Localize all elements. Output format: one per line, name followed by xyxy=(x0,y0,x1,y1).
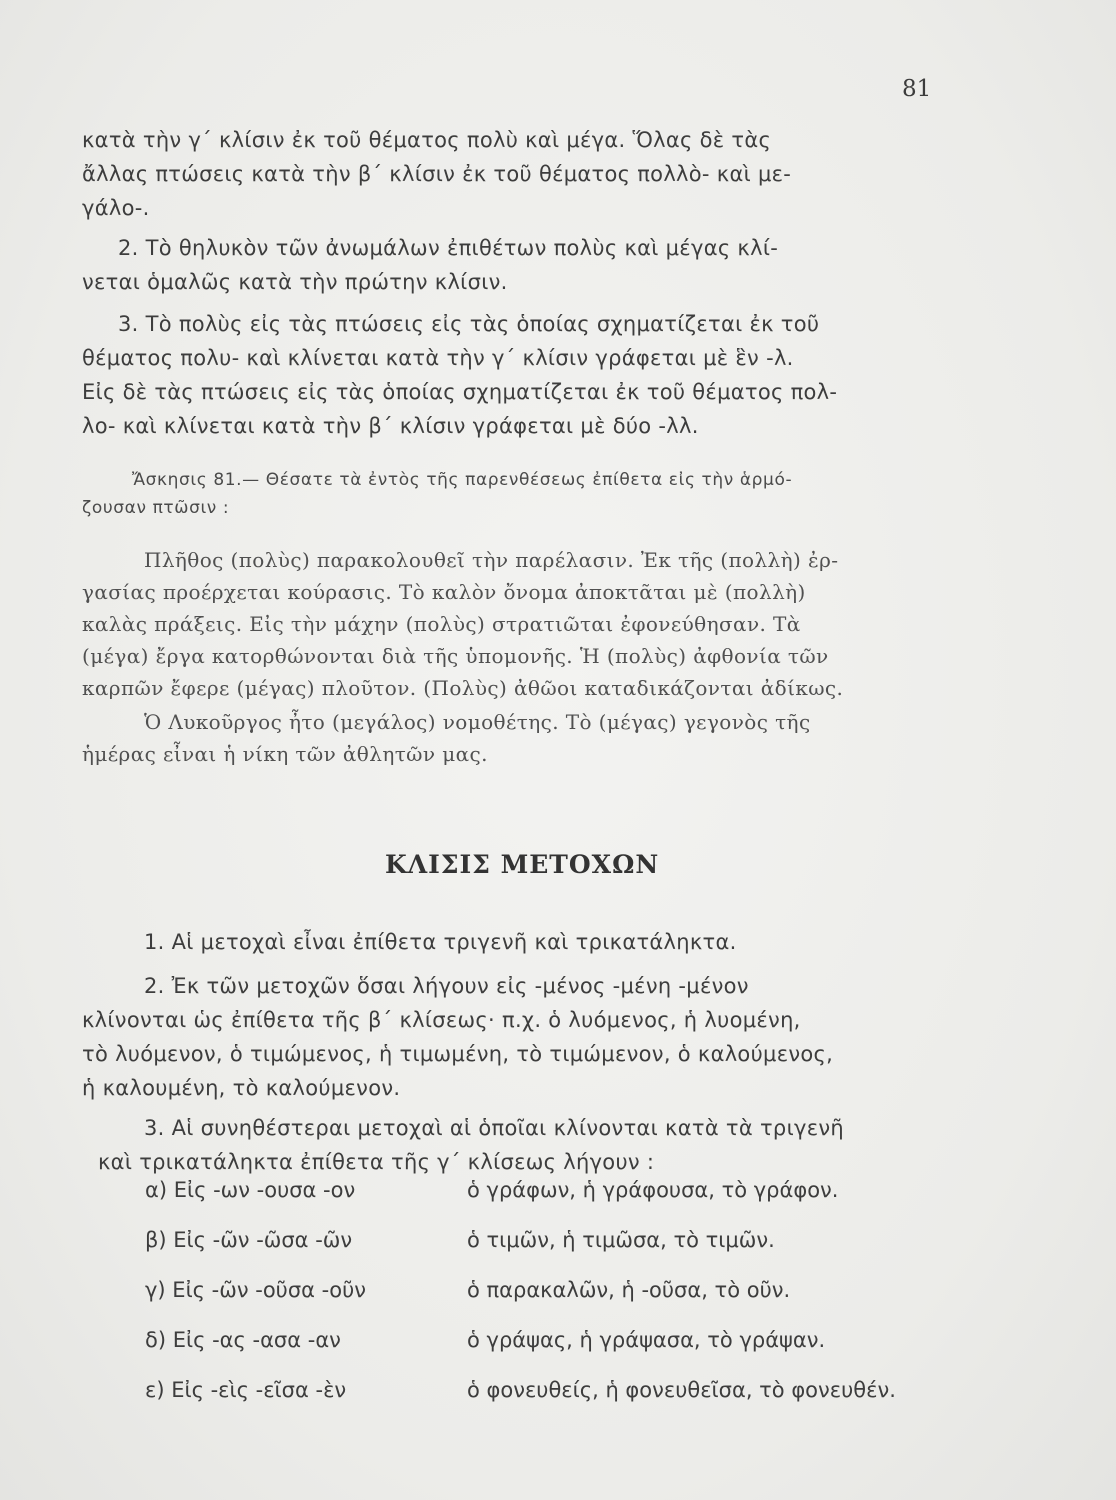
exercise-text-line: καρπῶν ἔφερε (μέγας) πλοῦτον. (Πολὺς) ἀθῶοι καταδικάζονται ἀδίκως. xyxy=(82,676,844,700)
ending-label: γ) Εἰς -ῶν -οῦσα -οῦν xyxy=(145,1278,366,1302)
ending-label: ε) Εἰς -εὶς -εῖσα -ὲν xyxy=(145,1378,347,1402)
ending-example: ὁ τιμῶν, ἡ τιμῶσα, τὸ τιμῶν. xyxy=(467,1228,775,1252)
text-line: νεται ὁμαλῶς κατὰ τὴν πρώτην κλίσιν. xyxy=(82,270,508,294)
text-line: 3. Αἱ συνηθέστεραι μετοχαὶ αἱ ὁποῖαι κλίνονται κατὰ τὰ τριγενῆ xyxy=(144,1116,844,1140)
ending-example: ὁ γράφων, ἡ γράφουσα, τὸ γράφον. xyxy=(467,1178,839,1202)
exercise-81 xyxy=(82,470,954,770)
exercise-title-cont: ζουσαν πτῶσιν : xyxy=(82,498,230,518)
text-line: τὸ λυόμενον, ὁ τιμώμενος, ἡ τιμωμένη, τὸ τιμώμενον, ὁ καλούμενος, xyxy=(82,1042,834,1066)
page-number: 81 xyxy=(902,76,932,102)
text-line: θέματος πολυ- καὶ κλίνεται κατὰ τὴν γ΄ κλίσιν γράφεται μὲ ἓν -λ. xyxy=(82,346,794,370)
text-line: ἡ καλουμένη, τὸ καλούμενον. xyxy=(82,1076,401,1100)
exercise-text-line: ἡμέρας εἶναι ἡ νίκη τῶν ἀθλητῶν μας. xyxy=(82,742,488,766)
text-line: καὶ τρικατάληκτα ἐπίθετα τῆς γ΄ κλίσεως λήγουν : xyxy=(98,1150,655,1174)
text-line: 3. Τὸ πολὺς εἰς τὰς πτώσεις εἰς τὰς ὁποίας σχηματίζεται ἐκ τοῦ xyxy=(118,312,820,336)
ending-example: ὁ φονευθείς, ἡ φονευθεῖσα, τὸ φονευθέν. xyxy=(467,1378,896,1402)
exercise-text-line: (μέγα) ἔργα κατορθώνονται διὰ τῆς ὑπομονῆς. Ἡ (πολὺς) ἀφθονία τῶν xyxy=(82,644,829,668)
text-line: γάλο-. xyxy=(82,196,150,220)
text-line: 2. Τὸ θηλυκὸν τῶν ἀνωμάλων ἐπιθέτων πολὺς καὶ μέγας κλί- xyxy=(118,236,779,260)
ending-label: β) Εἰς -ῶν -ῶσα -ῶν xyxy=(145,1228,353,1252)
ending-example: ὁ γράψας, ἡ γράψασα, τὸ γράψαν. xyxy=(467,1328,826,1352)
text-line: κατὰ τὴν γ΄ κλίσιν ἐκ τοῦ θέματος πολὺ καὶ μέγα. Ὅλας δὲ τὰς xyxy=(82,128,772,152)
exercise-text-line: Ὁ Λυκοῦργος ἦτο (μεγάλος) νομοθέτης. Τὸ (μέγας) γεγονὸς τῆς xyxy=(144,710,811,734)
text-line: 1. Αἱ μετοχαὶ εἶναι ἐπίθετα τριγενῆ καὶ τρικατάληκτα. xyxy=(144,930,737,954)
exercise-title: Ἄσκησις 81.— Θέσατε τὰ ἐντὸς τῆς παρενθέσεως ἐπίθετα εἰς τὴν ἁρμό- xyxy=(132,470,793,490)
exercise-text-line: γασίας προέρχεται κούρασις. Τὸ καλὸν ὄνομα ἀποκτᾶται μὲ (πολλὴ) xyxy=(82,580,806,604)
text-line: Εἰς δὲ τὰς πτώσεις εἰς τὰς ὁποίας σχηματίζεται ἐκ τοῦ θέματος πολ- xyxy=(82,380,838,404)
exercise-text-line: Πλῆθος (πολὺς) παρακολουθεῖ τὴν παρέλασιν. Ἐκ τῆς (πολλὴ) ἐρ- xyxy=(144,548,839,572)
endings-list xyxy=(145,1178,955,1408)
ending-example: ὁ παρακαλῶν, ἡ -οῦσα, τὸ οῦν. xyxy=(467,1278,791,1302)
ending-label: δ) Εἰς -ας -ασα -αν xyxy=(145,1328,341,1352)
ending-label: α) Εἰς -ων -ουσα -ον xyxy=(145,1178,356,1202)
section-polys-megas xyxy=(82,128,954,438)
text-line: ἄλλας πτώσεις κατὰ τὴν β΄ κλίσιν ἐκ τοῦ θέματος πολλὸ- καὶ με- xyxy=(82,162,792,186)
text-line: λο- καὶ κλίνεται κατὰ τὴν β΄ κλίσιν γράφεται μὲ δύο -λλ. xyxy=(82,414,699,438)
section-heading: ΚΛΙΣΙΣ ΜΕΤΟΧΩΝ xyxy=(385,850,660,879)
text-line: 2. Ἐκ τῶν μετοχῶν ὅσαι λήγουν εἰς -μένος -μένη -μένον xyxy=(144,974,749,998)
text-line: κλίνονται ὡς ἐπίθετα τῆς β΄ κλίσεως· π.χ. ὁ λυόμενος, ἡ λυομένη, xyxy=(82,1008,801,1032)
exercise-text-line: καλὰς πράξεις. Εἰς τὴν μάχην (πολὺς) στρατιῶται ἐφονεύθησαν. Τὰ xyxy=(82,612,801,636)
section-participles xyxy=(82,930,954,1174)
